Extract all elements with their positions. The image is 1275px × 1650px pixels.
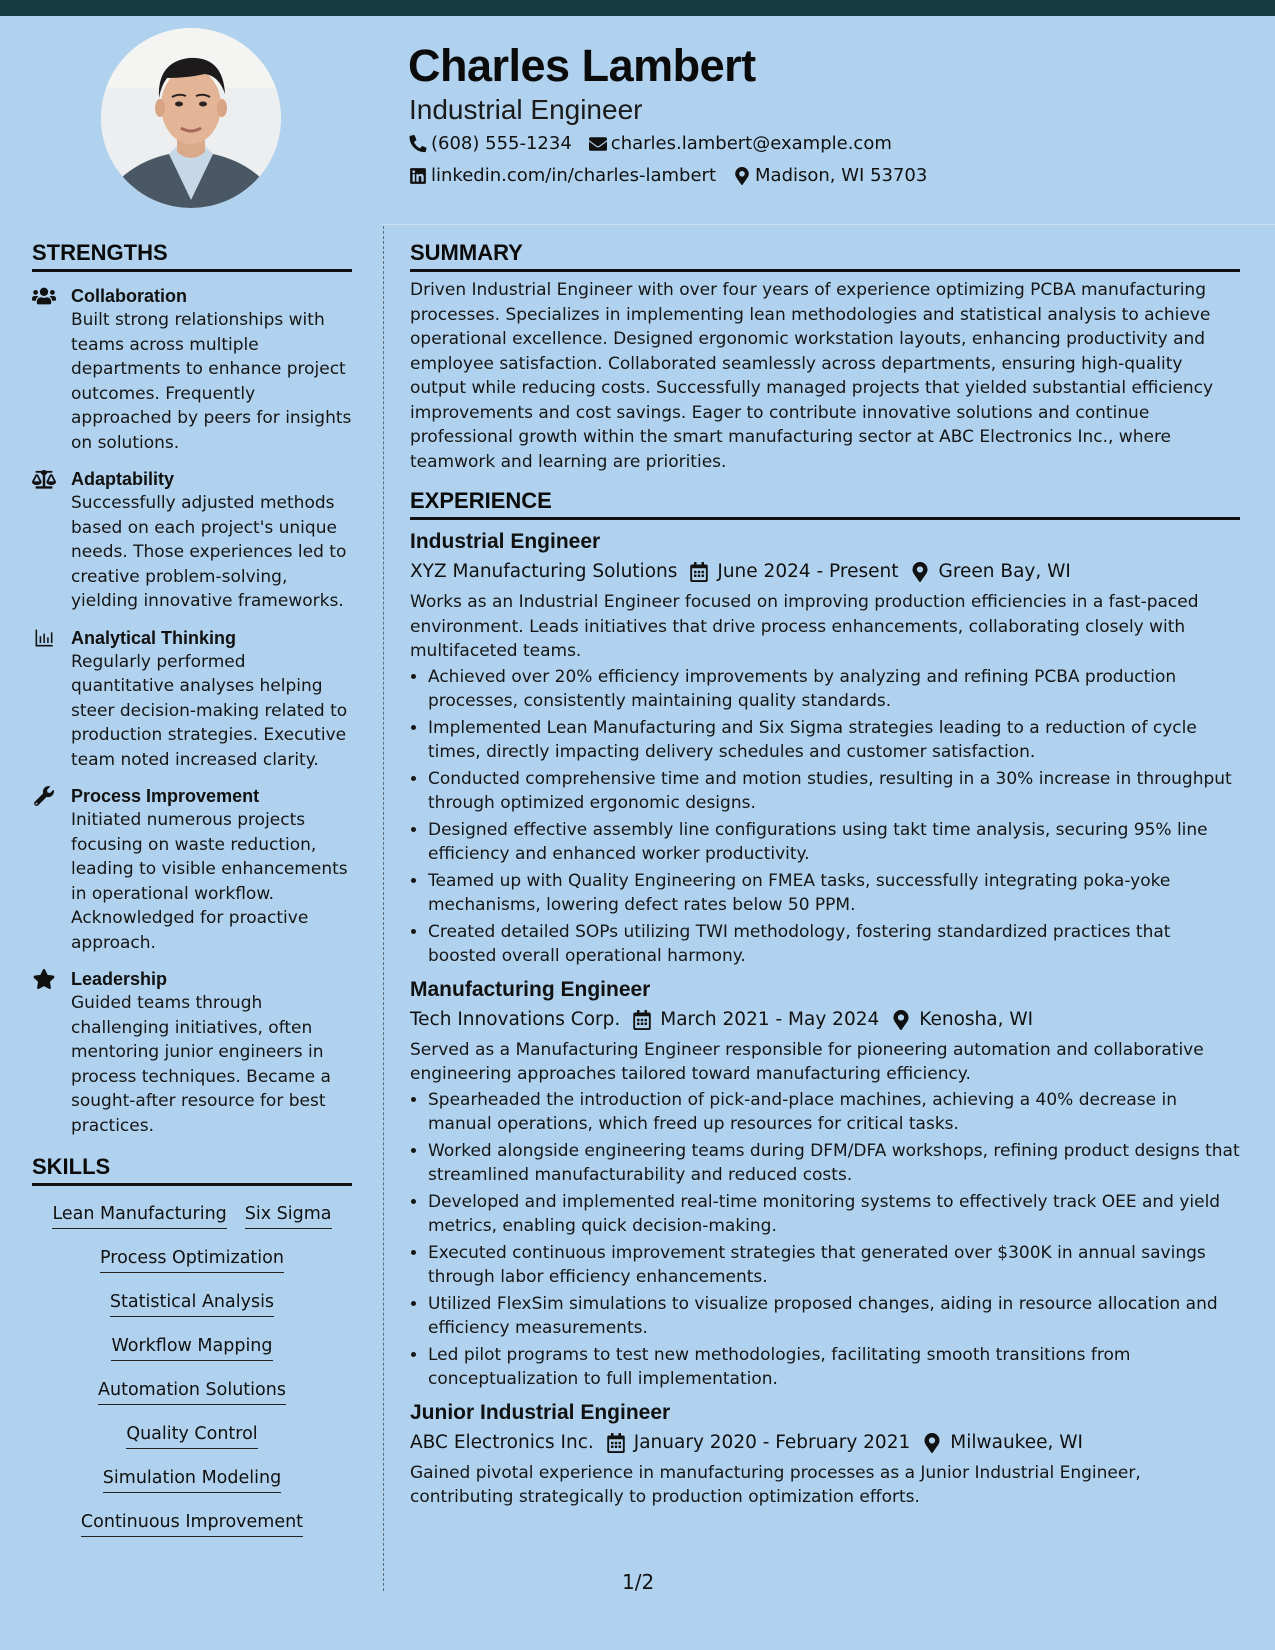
candidate-title: Industrial Engineer	[409, 94, 643, 125]
header-separator	[382, 224, 1275, 225]
strength-item	[32, 284, 352, 455]
users-icon	[32, 286, 56, 306]
skill-tag: Workflow Mapping	[111, 1333, 272, 1361]
job-meta	[410, 559, 1240, 585]
job-dates	[607, 1430, 910, 1456]
dates-text: March 2021 - May 2024	[660, 1008, 880, 1030]
dates-text: June 2024 - Present	[717, 561, 899, 582]
strength-title: Leadership	[71, 969, 168, 989]
job-role: Manufacturing Engineer	[410, 977, 651, 1001]
skill-tag: Lean Manufacturing	[52, 1201, 226, 1229]
skill-tag: Continuous Improvement	[81, 1509, 303, 1537]
linkedin-text: linkedin.com/in/charles-lambert	[431, 165, 717, 186]
bullet-item: • Utilized FlexSim simulations to visualize proposed changes, aiding in resource allocation and efficiency measurements.	[428, 1292, 1240, 1341]
email-text: charles.lambert@example.com	[610, 133, 892, 154]
bullet-item: • Achieved over 20% efficiency improvements by analyzing and refining PCBA production processes, consistently maintaining quality standards.	[428, 665, 1240, 714]
bullet-item: • Executed continuous improvement strategies that generated over $300K in annual savings through labor efficiency enhancements.	[428, 1241, 1240, 1290]
job-entry	[410, 528, 1240, 969]
skills-heading: SKILLS	[32, 1154, 352, 1186]
job-description: Served as a Manufacturing Engineer responsible for pioneering automation and collaborative engineering approaches tailored toward manufacturing efficiency.	[410, 1039, 1204, 1084]
map-pin-icon	[892, 1010, 910, 1030]
job-company	[410, 1430, 594, 1456]
job-bullets	[410, 1088, 1240, 1392]
skill-tag: Automation Solutions	[98, 1377, 286, 1405]
right-column	[410, 240, 1240, 1510]
bullet-item: • Spearheaded the introduction of pick-and-place machines, achieving a 40% decrease in manual operations, which freed up resources for critical tasks.	[428, 1088, 1240, 1137]
map-pin-icon	[923, 1433, 941, 1453]
job-description: Works as an Industrial Engineer focused on improving production efficiencies in a fast-paced environment. Leads initiatives that drive process enhancements, collaborating closely with multifaceted teams.	[410, 592, 1199, 661]
phone-text: (608) 555-1234	[431, 133, 572, 154]
location-text: Madison, WI 53703	[755, 165, 928, 186]
calendar-icon	[690, 562, 708, 582]
contact-row-2	[409, 165, 944, 186]
skill-tag: Simulation Modeling	[103, 1465, 281, 1493]
company-name: ABC Electronics Inc.	[410, 1431, 594, 1453]
summary-text: Driven Industrial Engineer with over four years of experience optimizing PCBA manufacturing processes. Specializes in implementing lean methodologies and statistical analysis to achieve operational excellence. Designed ergonomic workstation layouts, enhancing productivity and employee satisfaction. Collaborated seamlessly across departments, ensuring high-quality output while reducing costs. Successfully managed projects that yielded substantial efficiency improvements and cost savings. Eager to contribute innovative solutions and continue professional growth within the smart manufacturing sector at ABC Electronics Inc., where teamwork and learning are priorities.	[410, 280, 1214, 472]
skill-tag: Process Optimization	[100, 1245, 284, 1273]
contact-row-1	[409, 133, 909, 154]
strength-desc: Successfully adjusted methods based on each project's unique needs. Those experiences led to creative problem-solving, yielding innovative frameworks.	[71, 493, 347, 611]
job-role: Junior Industrial Engineer	[410, 1400, 671, 1424]
candidate-name: Charles Lambert	[408, 40, 756, 91]
left-column	[32, 240, 352, 1548]
experience-heading: EXPERIENCE	[410, 488, 1240, 520]
location-text: Green Bay, WI	[938, 561, 1071, 582]
strength-item	[32, 626, 352, 773]
skill-tag: Six Sigma	[245, 1201, 332, 1229]
company-name: XYZ Manufacturing Solutions	[410, 561, 678, 582]
profile-photo	[101, 28, 281, 208]
map-pin-icon	[911, 562, 929, 582]
skill-tag: Statistical Analysis	[110, 1289, 274, 1317]
dates-text: January 2020 - February 2021	[633, 1431, 911, 1453]
strength-desc: Initiated numerous projects focusing on waste reduction, leading to visible enhancements in operational workflow. Acknowledged for proactive approach.	[71, 810, 348, 953]
skill-tag: Quality Control	[126, 1421, 257, 1449]
bullet-item: • Teamed up with Quality Engineering on FMEA tasks, successfully integrating poka-yoke mechanisms, lowering defect rates below 50 PPM.	[428, 869, 1240, 918]
company-name: Tech Innovations Corp.	[410, 1008, 621, 1030]
strength-title: Process Improvement	[71, 786, 260, 806]
strength-item	[32, 967, 352, 1138]
strength-title: Adaptability	[71, 469, 175, 489]
balance-scale-icon	[32, 469, 56, 489]
location-item	[733, 165, 927, 186]
strength-title: Analytical Thinking	[71, 627, 237, 648]
location-text: Kenosha, WI	[919, 1008, 1034, 1030]
envelope-icon	[589, 135, 607, 153]
page-number: 1/2	[622, 1570, 655, 1594]
phone-item	[409, 133, 572, 154]
bullet-item: • Conducted comprehensive time and motion studies, resulting in a 30% increase in throughput through optimized ergonomic designs.	[428, 767, 1240, 816]
strength-desc: Built strong relationships with teams across multiple departments to enhance project outcomes. Frequently approached by peers for insights on solutions.	[71, 310, 352, 453]
bullet-item: • Created detailed SOPs utilizing TWI methodology, fostering standardized practices that boosted overall operational harmony.	[428, 920, 1240, 969]
strength-item	[32, 784, 352, 955]
linkedin-item	[409, 165, 716, 186]
bullet-item: • Worked alongside engineering teams during DFM/DFA workshops, refining product designs that streamlined manufacturability and reduced costs.	[428, 1139, 1240, 1188]
job-location	[892, 1007, 1033, 1033]
job-role: Industrial Engineer	[410, 530, 601, 553]
bullet-item: • Led pilot programs to test new methodologies, facilitating smooth transitions from conceptualization to full implementation.	[428, 1343, 1240, 1392]
summary-heading: SUMMARY	[410, 240, 1240, 272]
calendar-icon	[607, 1433, 625, 1453]
strengths-list	[32, 284, 352, 1138]
strength-desc: Guided teams through challenging initiatives, often mentoring junior engineers in process techniques. Became a sought-after resource for best practices.	[71, 993, 331, 1136]
job-meta	[410, 1007, 1240, 1033]
bar-chart-icon	[32, 628, 56, 648]
job-company	[410, 559, 677, 585]
bullet-item: • Developed and implemented real-time monitoring systems to effectively track OEE and yield metrics, enabling quick decision-making.	[428, 1190, 1240, 1239]
job-location	[923, 1430, 1083, 1456]
job-entry	[410, 1399, 1240, 1510]
job-entry	[410, 976, 1240, 1392]
job-location	[911, 559, 1070, 585]
star-icon	[32, 969, 56, 989]
strength-title: Collaboration	[71, 286, 187, 306]
calendar-icon	[633, 1010, 651, 1030]
location-text: Milwaukee, WI	[950, 1431, 1084, 1453]
phone-icon	[409, 135, 427, 153]
top-bar	[0, 0, 1275, 16]
map-pin-icon	[733, 167, 751, 185]
strength-item	[32, 467, 352, 614]
column-divider	[383, 226, 384, 1591]
email-item	[589, 133, 892, 154]
job-description: Gained pivotal experience in manufacturing processes as a Junior Industrial Engineer, contributing strategically to production optimization efforts.	[410, 1462, 1141, 1507]
job-bullets	[410, 665, 1240, 969]
skills-list	[32, 1196, 352, 1548]
job-dates	[690, 559, 898, 585]
job-meta	[410, 1430, 1240, 1456]
bullet-item: • Designed effective assembly line configurations using takt time analysis, securing 95% line efficiency and enhanced worker productivity.	[428, 818, 1240, 867]
bullet-item: • Implemented Lean Manufacturing and Six Sigma strategies leading to a reduction of cycle times, directly impacting delivery schedules and customer satisfaction.	[428, 716, 1240, 765]
job-company	[410, 1007, 620, 1033]
strengths-heading: STRENGTHS	[32, 240, 352, 272]
job-dates	[633, 1007, 879, 1033]
linkedin-icon	[409, 167, 427, 185]
wrench-icon	[32, 786, 56, 806]
strength-desc: Regularly performed quantitative analyses helping steer decision-making related to production strategies. Executive team noted increased clarity.	[71, 651, 348, 770]
